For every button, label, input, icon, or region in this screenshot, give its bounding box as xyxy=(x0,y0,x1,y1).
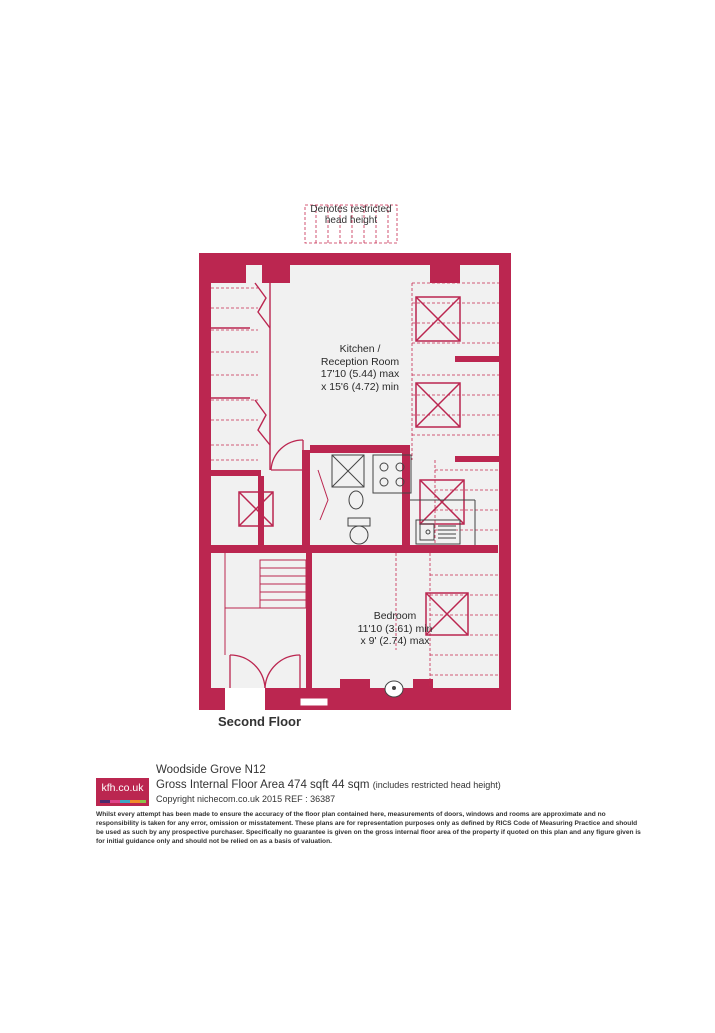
logo-bar-5 xyxy=(140,800,146,803)
legend-line-2: head height xyxy=(324,215,378,226)
logo-bar-4 xyxy=(130,800,140,803)
bedroom-line-2: 11'10 (3.61) min xyxy=(357,622,433,635)
kitchen-line-3: 17'10 (5.44) max xyxy=(320,368,400,380)
gross-internal-area xyxy=(156,779,501,791)
gia-note: (includes restricted head height) xyxy=(372,780,501,790)
logo-bar-2 xyxy=(110,800,120,803)
disclaimer: Whilst every attempt has been made to ensure the accuracy of the floor plan contained here, measurements of doors, windows and rooms are approximate and no responsibility is taken for any error, omission or misstatement. These plans are for representation purposes only as defined by RICS Code of Measuring Practice and should be used as such by any prospective purchaser. Specifically no guarantee is given on the gross internal floor area of the property if quoted on this plan and any figure given is for initial guidance only and should not be relied on as a basis of valuation. xyxy=(96,811,641,845)
room-label-bedroom xyxy=(340,610,450,648)
legend-label xyxy=(305,204,397,242)
bedroom-line-3: x 9' (2.74) max xyxy=(360,635,430,647)
window-bottom xyxy=(300,698,328,706)
room-label-kitchen xyxy=(300,343,420,393)
kfh-logo xyxy=(96,778,149,806)
kitchen-line-2: Reception Room xyxy=(320,355,400,368)
gia-value: Gross Internal Floor Area 474 sqft 44 sqm xyxy=(156,779,370,791)
kitchen-line-1: Kitchen / xyxy=(339,343,381,355)
bedroom-line-1: Bedroom xyxy=(373,610,417,622)
logo-bar-1 xyxy=(100,800,110,803)
property-address: Woodside Grove N12 xyxy=(156,764,266,776)
bedroom-basin xyxy=(385,681,403,697)
kitchen-line-4: x 15'6 (4.72) min xyxy=(321,380,399,393)
entrance-gap xyxy=(225,688,265,710)
property-info xyxy=(156,764,501,804)
logo-bar-3 xyxy=(120,800,130,803)
floor-title: Second Floor xyxy=(218,714,302,729)
copyright: Copyright nichecom.co.uk 2015 REF : 36387 xyxy=(156,794,336,804)
logo-text: kfh.co.uk xyxy=(101,782,144,794)
legend-line-1: Denotes restricted xyxy=(310,204,392,215)
